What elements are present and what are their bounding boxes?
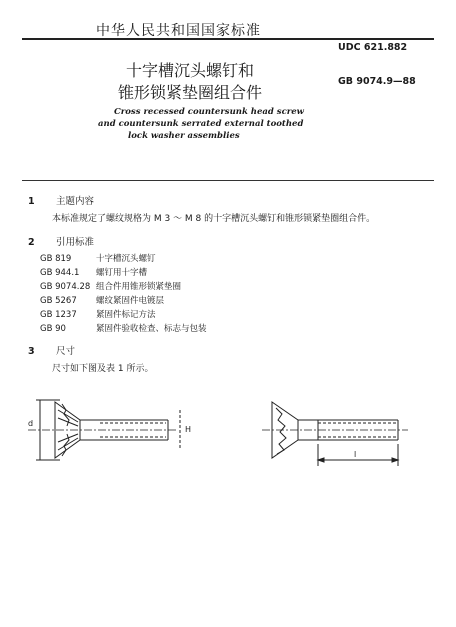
reference-code: GB 9074.28 xyxy=(40,282,91,292)
section-1-text: 本标准规定了螺纹规格为 M 3 ～ M 8 的十字槽沉头螺钉和锥形锁紧垫圈组合件。 xyxy=(52,214,376,224)
left-view xyxy=(28,400,180,460)
section-3-heading xyxy=(28,343,75,357)
dim-label-d: d xyxy=(28,419,34,428)
reference-desc: 紧固件验收检查、标志与包装 xyxy=(96,324,207,334)
section-title: 尺寸 xyxy=(56,346,76,357)
reference-code: GB 819 xyxy=(40,254,72,264)
title-en-line-3: lock washer assemblies xyxy=(128,131,240,141)
reference-row xyxy=(40,322,207,334)
standard-header-title: 中华人民共和国国家标准 xyxy=(96,23,261,39)
reference-row xyxy=(40,280,181,292)
title-en-line-1: Cross recessed countersunk head screw xyxy=(114,107,304,117)
reference-desc: 螺钉用十字槽 xyxy=(96,268,148,278)
section-1-heading xyxy=(28,193,94,207)
reference-desc: 十字槽沉头螺钉 xyxy=(96,254,156,264)
gb-number: GB 9074.9—88 xyxy=(338,76,416,87)
section-2-heading xyxy=(28,234,94,248)
dim-label-h: H xyxy=(185,425,192,434)
section-3-text: 尺寸如下图及表 1 所示。 xyxy=(52,364,154,374)
reference-desc: 螺纹紧固件电镀层 xyxy=(96,296,165,306)
section-number: 3 xyxy=(28,346,35,357)
reference-code: GB 1237 xyxy=(40,310,77,320)
reference-desc: 组合件用锥形锁紧垫圈 xyxy=(96,282,182,292)
udc-code: UDC 621.882 xyxy=(338,42,408,53)
section-title: 主题内容 xyxy=(56,196,95,207)
screw-assembly-drawing xyxy=(0,380,456,480)
reference-code: GB 5267 xyxy=(40,296,77,306)
dim-label-l: l xyxy=(354,450,357,459)
reference-desc: 紧固件标记方法 xyxy=(96,310,156,320)
section-number: 2 xyxy=(28,237,35,248)
section-title: 引用标准 xyxy=(56,237,95,248)
title-cn-line-2: 锥形锁紧垫圈组合件 xyxy=(117,83,262,102)
reference-row xyxy=(40,308,156,320)
header-rule xyxy=(22,38,434,40)
reference-row xyxy=(40,266,147,278)
title-cn-line-1: 十字槽沉头螺钉和 xyxy=(125,61,254,80)
right-view xyxy=(262,402,408,466)
title-en-line-2: and countersunk serrated external toothed xyxy=(98,119,304,129)
section-number: 1 xyxy=(28,196,35,207)
reference-code: GB 90 xyxy=(40,324,66,334)
reference-row xyxy=(40,294,164,306)
reference-code: GB 944.1 xyxy=(40,268,80,278)
reference-row xyxy=(40,252,156,264)
section-rule xyxy=(22,180,434,181)
